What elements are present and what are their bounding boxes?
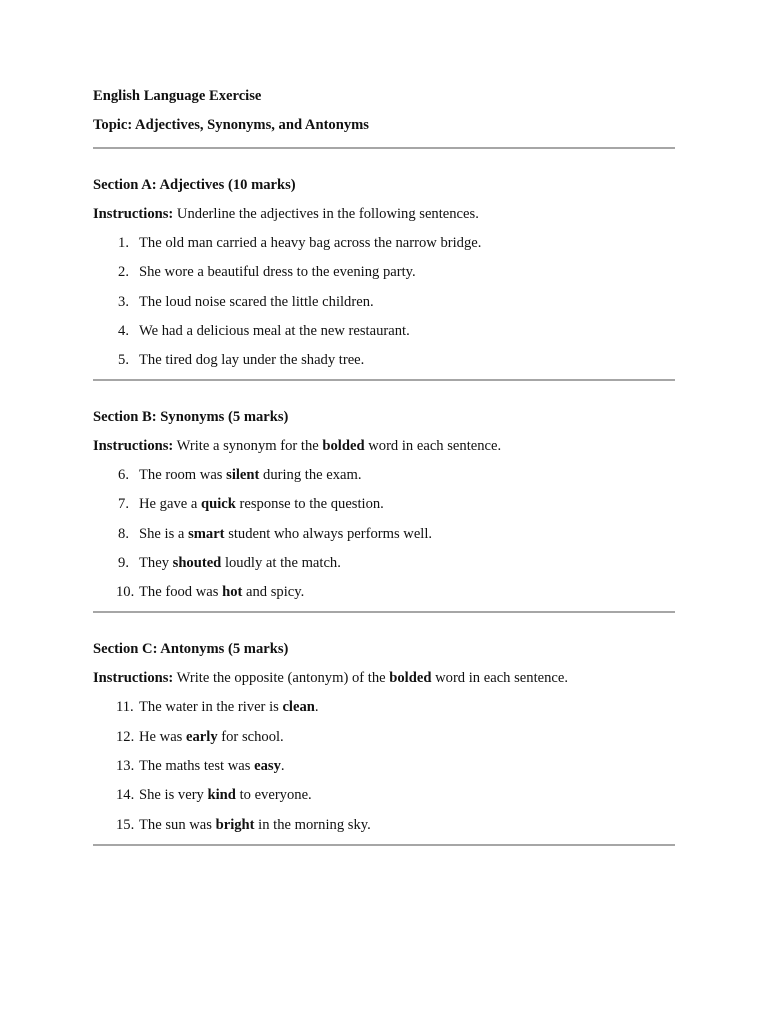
question-text: and spicy. [242,584,305,601]
question-text: He was [139,728,187,745]
question-text: We had a delicious meal at the new restaurant. [139,322,410,339]
question-text: in the morning sky. [254,816,371,833]
instructions-text: Write the opposite (antonym) of the [173,670,390,687]
question-number: 15. [116,816,135,833]
question-number: 14. [116,787,135,804]
question-item [93,350,675,370]
question-text: The water in the river is [139,699,283,716]
instructions-emphasis: bolded [322,438,365,455]
question-list [93,465,675,602]
instructions-text: Write a synonym for the [173,438,323,455]
question-item [93,321,675,341]
question-text: student who always performs well. [224,525,433,542]
instructions-label: Instructions: [93,438,174,455]
instructions-label: Instructions: [93,206,174,222]
document-topic: Topic: Adjectives, Synonyms, and Antonyms [93,117,369,133]
question-number: 11. [116,699,134,716]
question-item [93,524,675,544]
question-item [93,727,675,747]
question-text: The loud noise scared the little children. [139,293,374,310]
section-c [93,613,675,843]
section-a [93,149,675,379]
question-item [93,815,675,835]
section-heading: Section B: Synonyms (5 marks) [93,409,289,426]
question-number: 2. [118,264,129,281]
question-item [93,756,675,776]
question-item [93,292,675,312]
section-heading: Section A: Adjectives (10 marks) [93,177,296,193]
question-item [93,233,675,253]
section-instructions [93,436,675,456]
question-item [93,785,675,805]
question-text: The food was [139,584,223,601]
instructions-text: word in each sentence. [364,438,502,455]
question-text: The tired dog lay under the shady tree. [139,352,365,369]
instructions-text: Underline the adjectives in the following sentences. [173,206,479,222]
instructions-text: word in each sentence. [431,670,569,687]
question-item [93,697,675,717]
section-instructions [93,668,675,688]
question-text: She is very [139,787,208,804]
section-b [93,381,675,611]
target-word: clean [282,699,315,716]
question-text: She is a [139,525,189,542]
section-instructions [93,204,675,224]
question-number: 6. [118,467,129,484]
question-number: 13. [116,757,135,774]
instructions-label: Instructions: [93,670,174,687]
question-list [93,697,675,834]
question-text: to everyone. [235,787,312,804]
question-item [93,465,675,485]
question-text: during the exam. [259,467,362,484]
question-text: The sun was [139,816,216,833]
question-text: The room was [139,467,227,484]
instructions-emphasis: bolded [389,670,432,687]
target-word: silent [226,467,260,484]
question-number: 12. [116,728,135,745]
question-text: . [280,757,285,774]
question-item [93,494,675,514]
target-word: shouted [172,555,222,572]
question-text: She wore a beautiful dress to the evening party. [139,264,416,281]
divider [93,844,675,846]
question-number: 4. [118,322,129,339]
question-number: 3. [118,293,129,310]
question-number: 10. [116,584,135,601]
question-text: response to the question. [235,496,384,513]
question-list [93,233,675,370]
target-word: bright [215,816,255,833]
document-title: English Language Exercise [93,88,262,104]
target-word: smart [188,525,225,542]
question-number: 5. [118,352,129,369]
question-number: 8. [118,525,129,542]
question-text: He gave a [139,496,201,513]
question-item [93,262,675,282]
question-text: . [314,699,319,716]
question-text: They [139,555,173,572]
target-word: quick [201,496,236,513]
question-item [93,553,675,573]
section-heading: Section C: Antonyms (5 marks) [93,641,289,658]
target-word: hot [222,584,243,601]
question-number: 9. [118,555,129,572]
question-item [93,582,675,602]
question-text: loudly at the match. [221,555,341,572]
target-word: early [186,728,218,745]
question-text: The old man carried a heavy bag across the narrow bridge. [139,235,482,251]
question-text: for school. [217,728,284,745]
target-word: easy [254,757,281,774]
question-number: 1. [118,235,129,251]
question-text: The maths test was [139,757,255,774]
question-number: 7. [118,496,129,513]
document-page [93,86,675,846]
target-word: kind [207,787,236,804]
